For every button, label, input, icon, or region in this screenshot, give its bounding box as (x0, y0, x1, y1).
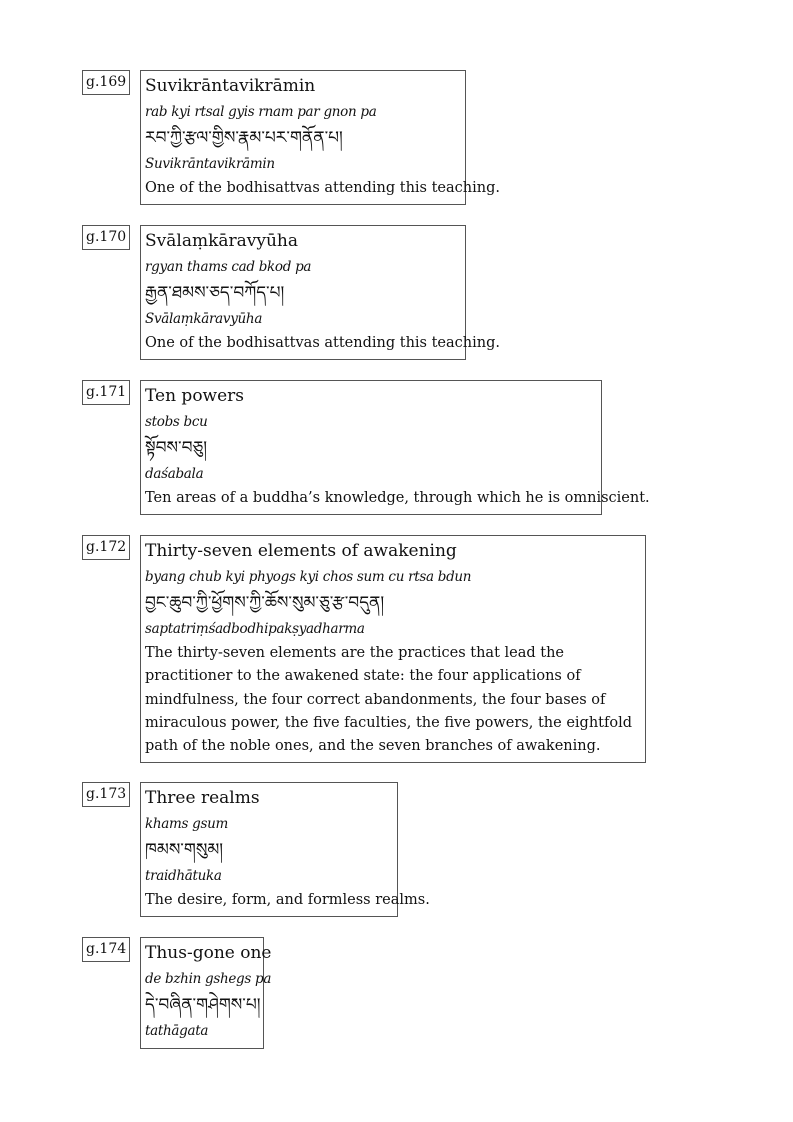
entry-sanskrit: Svālaṃkāravyūha (145, 311, 263, 327)
entry-tibetan: དེ་བཞིན་གཤེགས་པ། (145, 995, 261, 1015)
entry-number: g.171 (82, 380, 130, 405)
entry-number: g.169 (82, 70, 130, 95)
entry-box (140, 535, 646, 763)
entry-wylie: khams gsum (145, 816, 229, 832)
entry-definition: The thirty-seven elements are the practices that lead the practitioner to the awakened state: the four applications of mindfulness, the four correct abandonments, the four bases of miraculous power, the five faculties, the five powers, the eightfold path of the noble ones, and the seven branches of awakening. (145, 645, 633, 755)
entry-tibetan: བྱང་ཆུབ་ཀྱི་ཕྱོགས་ཀྱི་ཆོས་སུམ་ཅུ་རྩ་བདུན། (145, 593, 385, 613)
entry-wylie: stobs bcu (145, 414, 208, 430)
entry-sanskrit: saptatriṃśadbodhipakṣyadharma (145, 621, 365, 637)
entry-term: Ten powers (145, 386, 245, 406)
entry-tibetan: རབ་ཀྱི་རྩལ་གྱིས་རྣམ་པར་གནོན་པ། (145, 128, 343, 148)
entry-term: Svālaṃkāravyūha (145, 231, 299, 251)
entry-number: g.174 (82, 937, 130, 962)
entry-definition: The desire, form, and formless realms. (145, 892, 430, 908)
entry-sanskrit: Suvikrāntavikrāmin (145, 156, 275, 172)
entry-definition: Ten areas of a buddha’s knowledge, through which he is omniscient. (145, 490, 650, 506)
entry-box (140, 782, 430, 917)
entry-tibetan: ཁམས་གསུམ། (145, 840, 224, 860)
entry-wylie: byang chub kyi phyogs kyi chos sum cu rtsa bdun (145, 569, 472, 585)
entry-number: g.173 (82, 782, 130, 807)
entry-box (140, 937, 272, 1049)
entry-wylie: rab kyi rtsal gyis rnam par gnon pa (145, 104, 377, 120)
entry-term: Thirty-seven elements of awakening (145, 541, 457, 561)
entry-tibetan: སྟོབས་བཅུ། (145, 438, 208, 458)
entry-wylie: rgyan thams cad bkod pa (145, 259, 312, 275)
entry-definition: One of the bodhisattvas attending this teaching. (145, 180, 500, 196)
entry-box (140, 225, 500, 360)
entry-sanskrit: traidhātuka (145, 868, 222, 884)
entry-sanskrit: daśabala (145, 466, 204, 482)
entry-number: g.172 (82, 535, 130, 560)
entry-definition: One of the bodhisattvas attending this teaching. (145, 335, 500, 351)
entry-number: g.170 (82, 225, 130, 250)
entry-sanskrit: tathāgata (145, 1023, 209, 1039)
entry-term: Suvikrāntavikrāmin (145, 76, 316, 96)
entry-box (140, 70, 500, 205)
entry-tibetan: རྒྱན་ཐམས་ཅད་བཀོད་པ། (145, 283, 285, 303)
entry-term: Three realms (145, 788, 260, 808)
entry-wylie: de bzhin gshegs pa (145, 971, 272, 987)
entry-box (140, 380, 650, 515)
entry-term: Thus-gone one (145, 943, 272, 963)
